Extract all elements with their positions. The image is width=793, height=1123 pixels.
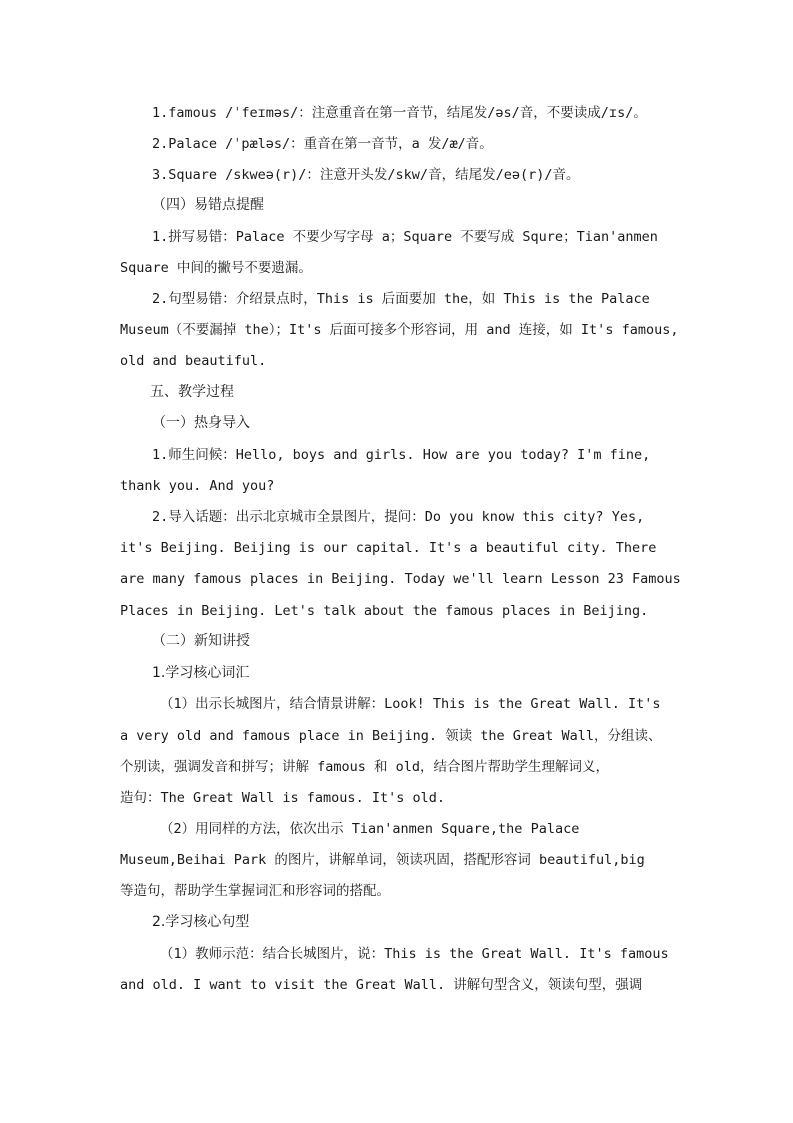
error-tip-2-cont: Museum（不要漏掉 the）；It's 后面可接多个形容词，用 and 连接，如 It's famous, bbox=[120, 322, 679, 338]
warm-up-item-2-cont-3: Places in Beijing. Let's talk about the famous places in Beijing. bbox=[120, 603, 649, 619]
warm-up-item-2: 2.导入话题：出示北京城市全景图片，提问：Do you know this city? Yes, bbox=[152, 509, 645, 525]
error-tip-2: 2.句型易错：介绍景点时，This is 后面要加 the，如 This is the Palace bbox=[152, 291, 650, 307]
error-tip-1-cont: Square 中间的撇号不要遗漏。 bbox=[120, 260, 312, 276]
error-tip-2-cont-2: old and beautiful. bbox=[120, 353, 267, 369]
warm-up-item-2-cont: it's Beijing. Beijing is our capital. It's a beautiful city. There bbox=[120, 540, 657, 556]
vocabulary-step-1-cont: a very old and famous place in Beijing. 领读 the Great Wall，分组读、 bbox=[120, 728, 662, 744]
step-heading-sentence-patterns: 2.学习核心句型 bbox=[152, 914, 250, 930]
pronunciation-item-2: 2.Palace /ˈpæləs/：重音在第一音节，a 发/æ/音。 bbox=[152, 136, 493, 152]
section-heading-teaching-process: 五、教学过程 bbox=[150, 384, 234, 400]
vocabulary-step-2: （2）用同样的方法，依次出示 Tian'anmen Square,the Palace bbox=[160, 821, 580, 837]
pronunciation-item-1: 1.famous /ˈfeɪməs/：注意重音在第一音节，结尾发/əs/音，不要读成/ɪs/。 bbox=[152, 105, 647, 121]
warm-up-item-2-cont-2: are many famous places in Beijing. Today we'll learn Lesson 23 Famous bbox=[120, 571, 681, 587]
section-heading-error-tips: （四）易错点提醒 bbox=[152, 197, 264, 213]
sentence-step-1-cont: and old. I want to visit the Great Wall. 讲解句型含义，领读句型，强调 bbox=[120, 977, 643, 993]
step-heading-vocabulary: 1.学习核心词汇 bbox=[152, 665, 250, 681]
vocabulary-step-1-cont-2: 个别读，强调发音和拼写；讲解 famous 和 old，结合图片帮助学生理解词义， bbox=[120, 759, 610, 775]
error-tip-1: 1.拼写易错：Palace 不要少写字母 a；Square 不要写成 Squre；Tian'anmen bbox=[152, 229, 658, 245]
vocabulary-step-1-cont-3: 造句：The Great Wall is famous. It's old. bbox=[120, 790, 445, 806]
sentence-step-1: （1）教师示范：结合长城图片，说：This is the Great Wall. It's famous bbox=[160, 946, 669, 962]
vocabulary-step-1: （1）出示长城图片，结合情景讲解：Look! This is the Great Wall. It's bbox=[160, 696, 661, 712]
subsection-heading-new-knowledge: （二）新知讲授 bbox=[152, 633, 250, 649]
subsection-heading-warm-up: （一）热身导入 bbox=[152, 415, 250, 431]
vocabulary-step-2-cont-2: 等造句，帮助学生掌握词汇和形容词的搭配。 bbox=[120, 883, 390, 899]
vocabulary-step-2-cont: Museum,Beihai Park 的图片，讲解单词，领读巩固，搭配形容词 beautiful,big bbox=[120, 852, 645, 868]
warm-up-item-1-cont: thank you. And you? bbox=[120, 478, 275, 494]
warm-up-item-1: 1.师生问候：Hello, boys and girls. How are you today? I'm fine, bbox=[152, 447, 651, 463]
pronunciation-item-3: 3.Square /skweə(r)/：注意开头发/skw/音，结尾发/eə(r)/音。 bbox=[152, 167, 580, 183]
